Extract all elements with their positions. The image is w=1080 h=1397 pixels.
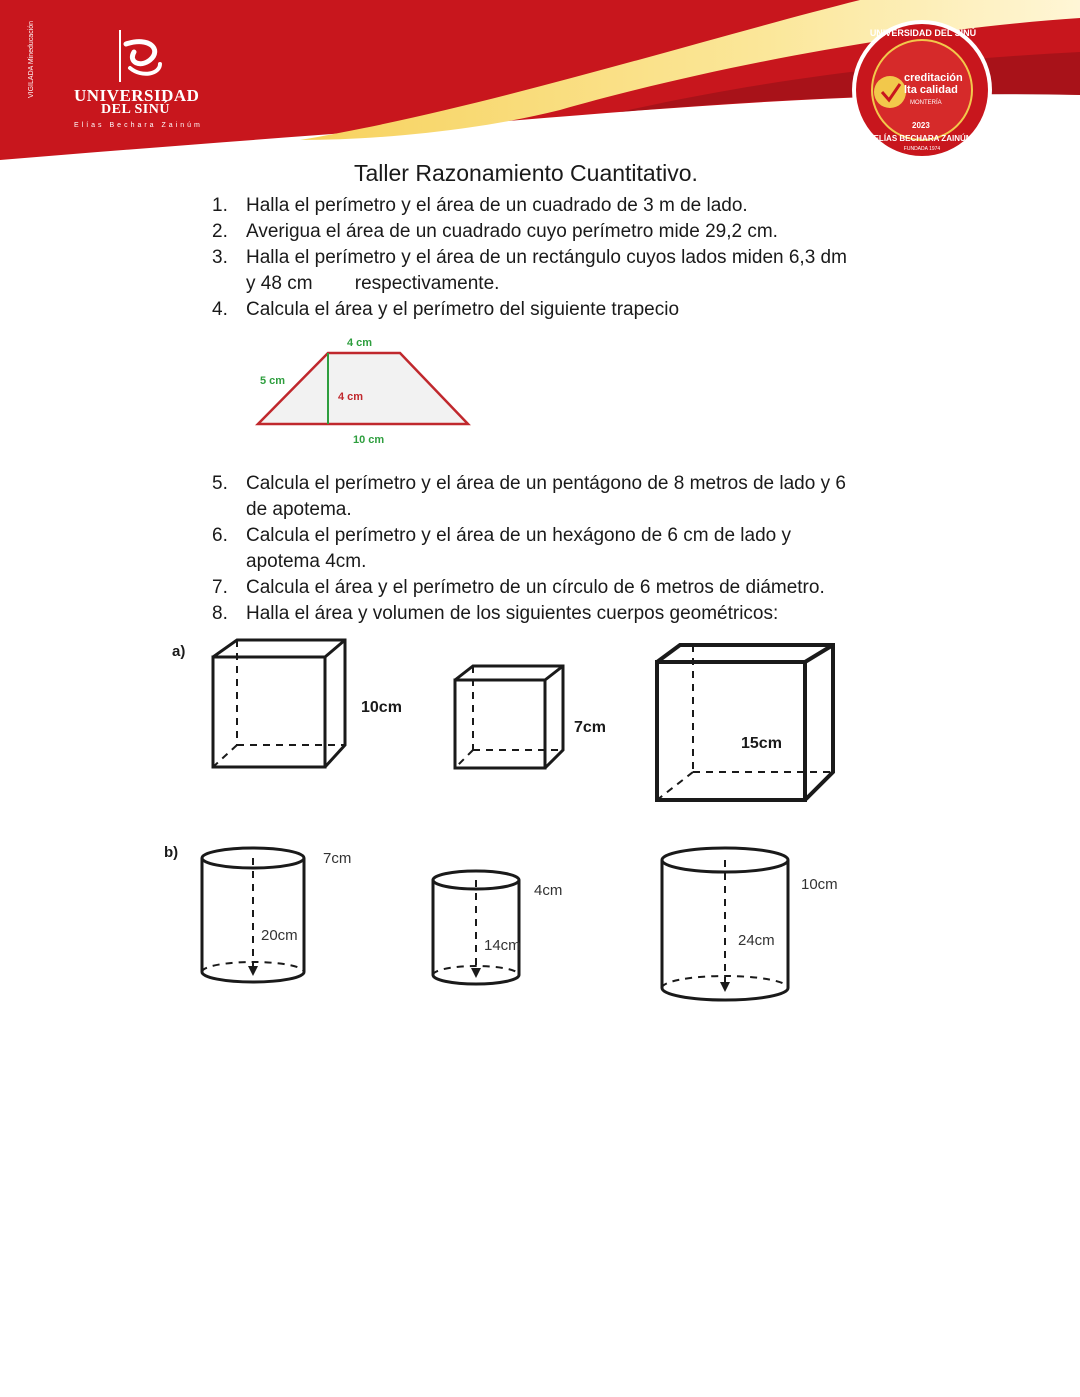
list-item-7: 7. Calcula el área y el perímetro de un círculo de 6 metros de diámetro. (212, 577, 825, 598)
seal-ring-top-text: UNIVERSIDAD DEL SINÚ (869, 28, 977, 38)
trapezoid-figure (250, 330, 490, 450)
cylinder-20cm (202, 848, 304, 982)
seal-founded: FUNDADA 1974 (903, 146, 941, 152)
cylinder-14cm (433, 871, 519, 984)
university-subtitle: Elías Bechara Zainúm (74, 122, 203, 129)
list-item-6-cont: apotema 4cm. (246, 551, 367, 572)
cylinder-3-height-label: 24cm (738, 932, 775, 949)
cylinder-1-radius-label: 7cm (323, 850, 352, 867)
section-a-label: a) (172, 643, 186, 660)
cylinder-2-height-label: 14cm (484, 937, 521, 954)
cube-3-label: 15cm (741, 735, 782, 752)
list-item-6: 6. Calcula el perímetro y el área de un hexágono de 6 cm de lado y (212, 525, 791, 546)
seal-year: 2023 (912, 121, 930, 130)
cylinder-1-height-label: 20cm (261, 927, 298, 944)
vigilada-label: VIGILADA Mineducación (28, 20, 35, 98)
list-item-3: 3. Halla el perímetro y el área de un rectángulo cuyos lados miden 6,3 dm (212, 247, 847, 268)
list-item-3-cont: y 48 cm respectivamente. (246, 273, 500, 294)
list-item-4: 4. Calcula el área y el perímetro del siguiente trapecio (212, 299, 680, 320)
seal-city: MONTERÍA (910, 100, 942, 106)
list-item-5-cont: de apotema. (246, 499, 352, 520)
cylinder-3-radius-label: 10cm (801, 876, 838, 893)
cube-2-label: 7cm (574, 719, 607, 736)
trapezoid-height-label: 4 cm (338, 391, 364, 403)
cylinder-2-radius-label: 4cm (534, 882, 563, 899)
cube-1-label: 10cm (361, 699, 402, 716)
list-item-1: 1. Halla el perímetro y el área de un cuadrado de 3 m de lado. (212, 195, 748, 216)
list-item-5: 5. Calcula el perímetro y el área de un pentágono de 8 metros de lado y 6 (212, 473, 846, 494)
cube-10cm (213, 640, 345, 767)
trapezoid-base-label: 10 cm (353, 434, 385, 446)
trapezoid-side-label: 5 cm (260, 375, 286, 387)
trapezoid-top-label: 4 cm (347, 337, 373, 349)
list-item-8: 8. Halla el área y volumen de los siguientes cuerpos geométricos: (212, 603, 779, 624)
cube-7cm (455, 666, 563, 768)
seal-ring-bottom-text: ELÍAS BECHARA ZAINÚM (873, 134, 973, 143)
cube-15cm (657, 645, 833, 800)
seal-line1: creditación (904, 72, 963, 84)
seal-line2: lta calidad (904, 84, 958, 96)
trapezoid-shape (258, 353, 468, 424)
university-name-line1: UNIVERSIDAD (74, 86, 200, 105)
solids-figure (150, 630, 870, 1020)
cylinder-24cm (662, 848, 788, 1000)
page-title: Taller Razonamiento Cuantitativo. (354, 160, 698, 186)
section-b-label: b) (164, 844, 179, 861)
list-item-2: 2. Averigua el área de un cuadrado cuyo perímetro mide 29,2 cm. (212, 221, 778, 242)
university-name-line2: DEL SINÚ (101, 102, 170, 117)
